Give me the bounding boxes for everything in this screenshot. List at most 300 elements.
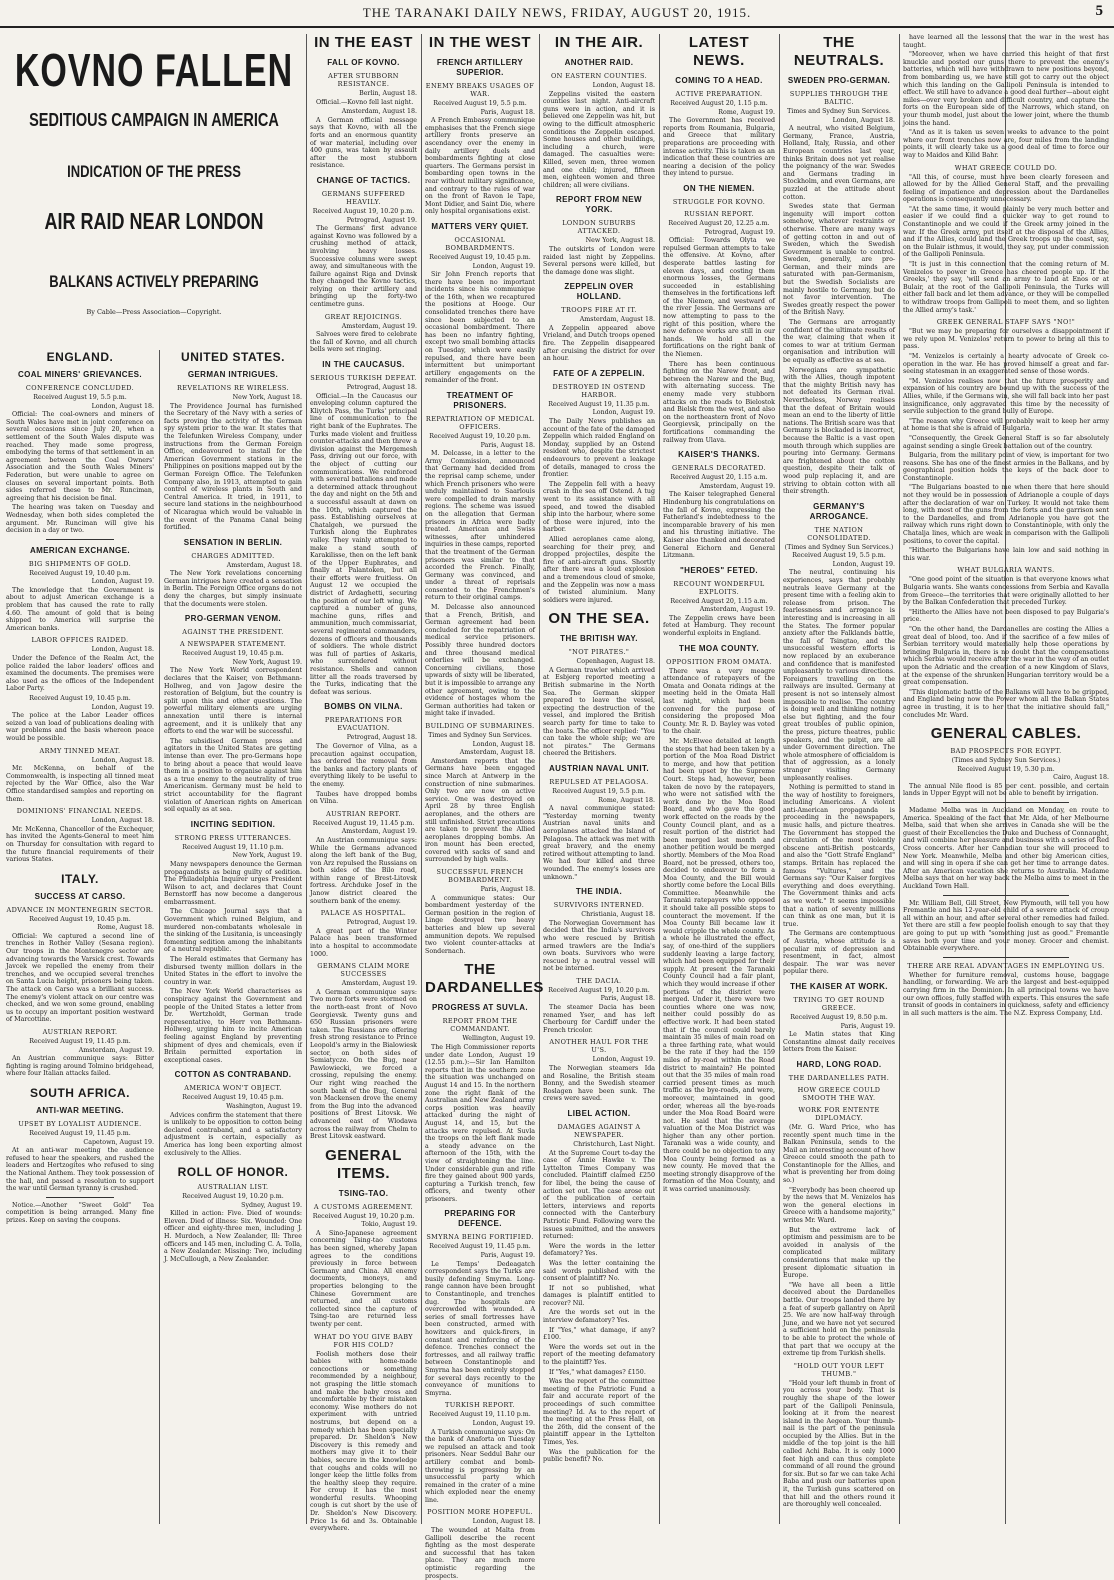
article-text: (Mr. G. Ward Price, who has recently spent much time in the Balkan Peninsula, sends to the Mail an interesting account of how Greece could smooth the path to Constantinople for the Allies, and what is preventing her from doing so.)	[783, 1123, 895, 1185]
article-text: "This diplomatic battle of the Balkans will have to be gripped, and England being now the Power whom all the Balkan States agree in trusting, it is to her that the initiative should fall," concludes Mr. Ward.	[903, 688, 1109, 719]
headline: FATE OF A ZEPPELIN.	[553, 368, 645, 378]
article-text: At the Supreme Court to-day the case of Annie Hawke v. The Lyttelton Times Company was concluded. Plaintiff claimed £250 for libel, the being the cause of action set out. The case arose out of the publication of certain letters, interviews and reports connected with the Canterbury Patriotic Fund. Following were the issues submitted, and the answers returned:	[543, 1149, 655, 1241]
article-text: Bulgaria, from the military point of view, is important for two reasons. She has one of the finest armies in the Balkans, and by geographical position holds the keys of the back door to Constantinople.	[903, 452, 1109, 482]
dateline: Paris, August 18.	[480, 108, 535, 116]
column-rule	[779, 34, 780, 1524]
article-text: Are the words set out in the interview defamatory? Yes.	[543, 1309, 655, 1325]
article-text: The Germans' first advance against Kovno was followed by a crushing method of attack, involving heavy losses. Successive columns were swept away, and simultaneous with the failure against Riga and Dvinsk they changed the Kovno tactics, relying on their artillery and bringing up the forty-two centimetre guns.	[310, 225, 417, 309]
article-text: "Hold your left thumb in front of you across your body. That is roughly the shape of the lower part of the Gallipoli Peninsula, looking at it from the nearest island in the Aegean. Your thumb-nail is the part of the peninsula occupied by the Allies. But in the middle of the top joint is the hill called Achi Baba. It is only 1000 feet high and can thus complete command of all round the ground for six. But so far we can take Achi Baba and push our batteries upon it, the Turkish guns scattered on that hill and the others round it are thoroughly well concealed.	[783, 1379, 895, 1509]
article-text: The Zeppelin fell with a heavy crash in the sea off Ostend. A tug went to its assistance with all speed, and towed the disabled ship into the harbour, where some of those were injured, into the harbor.	[543, 480, 655, 534]
article-text: Amsterdam reports that the Germans have been engaged since March at Antwerp in the construction of nine submarines. Only two are now on active service. One was destroyed on April 28 by three English aeroplanes, and the others are still unfinished. Strict precautions are taken to prevent the Allied aeroplanes dropping bombs. An iron mount has been erected, covered with sacks of sand and surrounded by high walls.	[425, 757, 535, 864]
subhead: ON EASTERN COUNTIES.	[550, 72, 648, 80]
notice-text: Notice.—Another "Sweet Gold" Tea competition is being arranged. Many fine prizes. Keep on saving the coupons.	[6, 1201, 154, 1224]
dateline: Amsterdam, August 19.	[78, 1046, 154, 1054]
article-text: Le Matin states that King Constantine almost daily receives letters from the Kaiser.	[783, 1031, 895, 1054]
article-text: Mr. McKenna, Chancellor of the Exchequer, has invited the Agents-General to meet him on Thursday for consultation with regard to the future financial requirements of their various States.	[6, 825, 154, 864]
dateline: Amsterdam, August 18.	[459, 749, 535, 757]
dateline: London, August 18.	[91, 817, 154, 825]
dateline: Paris, August 18.	[600, 995, 655, 1003]
headline: ANOTHER RAID.	[564, 58, 634, 67]
article-text: "The reason why Greece will probably wait to keep her army at home is that she is afraid of Bulgaria.	[903, 417, 1109, 433]
subhead: "HOLD OUT YOUR LEFT THUMB."	[793, 1361, 885, 1378]
headline: KAISER'S THANKS.	[678, 450, 760, 460]
article-text: The Kaiser telegraphed General Hindenburg his congratulations on the fall of Kovno, expressing the Fatherland's indebtedness to the incomparable bravery of his men and his thrusting initiative. The Kaiser also thanked and decorated General Eichorn and General Litzmann.	[663, 491, 775, 560]
article-text: The annual Nile flood is 85 per cent. possible, and certain lands in Upper Egypt will not be able to benefit by irrigation.	[903, 782, 1109, 798]
dateline: Times and Sydney Sun Services.	[428, 731, 532, 739]
subhead: LABOR OFFICES RAIDED.	[31, 636, 129, 645]
subhead: POSITION MORE HOPEFUL.	[427, 1508, 533, 1517]
main-headline: KOVNO FALLEN	[14, 45, 294, 97]
headline: SUCCESS AT CARSO.	[34, 891, 126, 901]
masthead-title: THE TARANAKI DAILY NEWS, FRIDAY, AUGUST 20, 1915.	[362, 5, 752, 20]
article-text: Mr. McElwee detailed at length the steps that had been taken by a portion of the Moa Road District to merge, and how that petition had been upset by the Supreme Court. Steps had, however, been taken de novo by the ratepayers, who were not satisfied with the work done by the Moa Road Board, and who gave the good work effected on the roads by the County Council plant, and as a result portion of the district had been merged last month and another petition would be merged shortly. Members of the Moa Road Board, not be pressed, others too, decided to endeavour to form a Moa County, and the Bill would shortly come before the Local Bills Committee. Meanwhile the Taranaki ratepayers who opposed it should take all possible steps to counteract the movement. If the Moa County Bill became law it would cripple the whole county. As a whole he illustrated the effect, say, of one-third of the suppliers suddenly leaving a large factory, which had been equipped for their supply. At present the Taranaki County Council had a fair plant, which they would increase if other portions of the district were merged. Under it, there were two counties where one was now, neither could possibly do as effective work. It had been stated that if the council could barely maintain 35 miles of main road on a three farthing rate, what would be the rate if they had the 159 miles of by-road within the Road district to maintain? He pointed out that the 35 miles of main road carried present times as much traffic as the bye-roads, and were, moreover, maintained in good order, whereas all the bye-roads under the Moa Road Board were not. He said that the average valuation of the Moa District was higher than any other portion. Taranaki was a wide county, and there could be no objection to any Moa County being formed as a new county. He moved that the meeting strongly disapprove of the formation of the Moa County, and it was carried unanimously.	[663, 738, 775, 1194]
divider	[943, 957, 1069, 958]
dateline: London, August 19.	[91, 703, 154, 711]
dateline: Washington, August 19.	[226, 1102, 302, 1110]
column-rule	[539, 34, 540, 1524]
article-text: An Austrian communique says: While the Germans advanced along the left bank of the Bug, von Arz repulsed the Russians on both sides of the Bilo road, within range of Brest-Litovsk fortress. Archduke Josef in the Janow district cleared the southern bank of the enemy.	[310, 836, 417, 905]
subhead: STRONG PRESS UTTERANCES.	[174, 833, 292, 842]
article-text: Official: We captured a second line of trenches in Rother Valley (Sesana region). Our troops in the Montenegro sector are advancing towards the Varsick crest. Towards Javcek we repelled the enemy from their trenches, and we occupied several trenches on Santa Lucia height, prisoners being taken. The attack on Carso was a brilliant success. The enemy's violent attack on our centre was checked, and we won some ground, enabling us to occupy an important position westward of Marcottine.	[6, 932, 154, 1024]
column-in-the-west	[425, 34, 544, 1580]
dateline: Received August 20, 1.15 a.m.	[670, 597, 768, 605]
article-text: "Moreover, when we have carried this height of that first knuckle and posted our guns there to prevent the enemy's batteries, which will have withdrawn to new positions beyond, from bombarding us, we have still got to carry out the object which this landing on the Gallipoli Peninsula is intended to effect. We still have to advance a good deal further—about eight miles—over very broken and difficult country, and capture the forts on the European side of the Narrows, which stand, on your thumb model, just about the lower joint, where the thumb joins the hand.	[903, 51, 1109, 127]
column-rule	[421, 34, 422, 1524]
headline: CHANGE OF TACTICS.	[316, 175, 411, 185]
subhead: THE DARDANELLES PATH.	[788, 1073, 890, 1082]
article-text: The Government has received reports from Roumania, Bulgaria, and Greece that military preparations are proceeding with intense activity. This is taken as an indication that these countries are nearing a decision of the policy they intend to pursue.	[663, 117, 775, 178]
article-text: The Governor of Vilna, as a precaution against occupation, has ordered the removal from the banks and factory plants of everything likely to be useful to the enemy.	[310, 742, 417, 788]
banner-subhead-air-raid: AIR RAID NEAR LONDON	[44, 208, 264, 234]
headline: INCITING SEDITION.	[190, 819, 276, 829]
front-banner	[6, 44, 302, 316]
article-text: The hearing was taken on Tuesday and Wednesday, when both sides completed the argument. Mr. Runciman will give his decision in a day or two.	[6, 504, 154, 535]
article-text: A neutral, who visited Belgium, Germany, France, Austria, Holland, Italy, Russia, and other European countries last year, thinks Britain does not yet realise the poignancy of the war. Swedes and Germans trading in Stockholm, and even Germans, are puzzled at the attitude about cotton.	[783, 125, 895, 201]
subhead: GREEK GENERAL STAFF SAYS "NO!"	[936, 318, 1076, 327]
subhead: A NEWSPAPER STATEMENT.	[179, 640, 287, 649]
divider	[943, 802, 1069, 803]
article-text: Was the letter containing the said words published with the consent of plaintiff? No.	[543, 1259, 655, 1283]
dateline: Amsterdam, August 18.	[226, 561, 302, 569]
subhead: CHARGES ADMITTED.	[191, 551, 275, 560]
dateline: Tokio, August 19.	[361, 1221, 417, 1229]
dateline: Received August 19, 10.40 p.m.	[29, 569, 131, 577]
dateline: Amsterdam, August 18.	[579, 316, 655, 324]
dateline: Petrograd, August 19.	[704, 228, 775, 236]
article-text: A German trawler which arrived at Esbjerg reported meeting a British submarine in the North Sea. The German skipper prepared to leave the vessel, expecting the destruction of the vessel, and implored the British search party for time to take to the boats. The officer replied: "You can take the whole ship; we are not pirates." The Germans cheered the Britishers.	[543, 666, 655, 758]
dateline: New York, August 18.	[585, 237, 655, 245]
article-text: A Sino-Japanese agreement concerning Tsing-tao customs has been signed, whereby Japan agrees to the conditions previously in force between Germany and China. All enemy documents, moneys, and properties belonging to the Chinese Government are returned, and all customs collected since the capture of Tsing-tao are returned less twenty per cent.	[310, 1229, 417, 1328]
subhead: WORK FOR ENTENTE DIPLOMACY.	[798, 1105, 880, 1122]
subhead: ADVANCE IN MONTENEGRIN SECTOR.	[6, 905, 154, 914]
dateline: (Times and Sydney Sun Services.)	[784, 543, 894, 551]
headline: AMERICAN EXCHANGE.	[29, 545, 131, 555]
subhead: ACTIVE PREPARATION.	[675, 90, 763, 98]
column-in-the-east	[310, 34, 417, 1533]
article-text: Norwegians are sympathetic with the Allies, though impotent that the mighty British navy has not defeated its German rival. Nevertheless, Norway realises that the defeat of Britain would mean an end to the liberty of little nations. The British scare was that Germany is blockaded is incorrect, because the Baltic is a vast open mouth through which supplies are pouring into Germany. Germans are frightened about the cotton question, despite their talk of wood pulp replacing it, and are striving to obtain cotton with all their strength.	[783, 366, 895, 496]
headline: LIBEL ACTION.	[567, 1109, 631, 1118]
article-text: There has been continuous fighting on the Narew front, and between the Narew and the Bug, with alternating success. The enemy made very stubborn attacks on the roads to Bielostok and Bielsk from the west, and also on the northeastern front of Novo Georgievsk, principally on the fortifications commanding the railway from Ulava.	[663, 360, 775, 444]
article-text: The Norwegian Government has decided that the India's survivors who were rescued by British armed trawlers are the India's own boats. Survivors who were rescued by a neutral vessel will not be interned.	[543, 919, 655, 973]
column-rule	[159, 350, 160, 1524]
subhead: PALACE AS HOSPITAL.	[320, 909, 407, 918]
subhead: OCCASIONAL BOMBARDMENTS.	[445, 235, 515, 252]
article-text: If not so published, what damages is plaintiff entitled to recover? Nil.	[543, 1284, 655, 1307]
dateline: Amsterdam, August 19.	[341, 828, 417, 836]
subhead: REVELATIONS RE WIRELESS.	[176, 384, 290, 392]
dateline: Paris, August 18.	[480, 886, 535, 894]
divider	[943, 895, 1069, 896]
subhead: RUSSIAN REPORT.	[684, 209, 754, 218]
article-text: A German official message says that Kovno, with all the forts and an enormous quantity of war material, including over 400 guns, was taken by assault after the most stubborn resistance.	[310, 116, 417, 170]
column-england	[6, 350, 154, 1520]
dateline: Amsterdam, August 19.	[341, 980, 417, 988]
subhead: "NOT PIRATES."	[568, 648, 630, 657]
dateline: Amsterdam, August 19.	[699, 606, 775, 614]
headline: TREATMENT OF PRISONERS.	[446, 391, 514, 410]
dateline: London, August 19.	[91, 578, 154, 586]
article-text: "We have all been a little deceived about the Dardanelles battle. Our troops landed there by a feat of superb gallantry on April 25. We are now half-way through June, and we have not yet secured a sufficient hold on the peninsula to be able to protect the whole of that part that we occupy at the extreme tip from Turkish shells.	[783, 1281, 895, 1358]
subhead: ANOTHER HAUL FOR THE U'S.	[549, 1038, 649, 1055]
subhead: SERIOUS TURKISH DEFEAT.	[310, 374, 417, 383]
article-text: The Germans are arrogantly confident of the ultimate results of the war, claiming that when it comes to war at tritium German organisation and intribution will be equally as effective as at sea.	[783, 319, 895, 364]
article-text: A French Embassy communique emphasises that the French siege artillery fronts preserve an ascendancy over the enemy in daily artillery duels and bombardments fighting at close quarters. The Germans persist in bombarding open towns in the rear without military significance, and contrary to the rules of war on the front of Ravon le Tape, Mont Didier, and Saint Die, where only hospital organisations exist.	[425, 117, 535, 216]
subhead: A CUSTOMS AGREEMENT.	[313, 1202, 414, 1211]
dateline: London, August 19.	[592, 409, 655, 417]
article-text: Killed in action: Five. Died of wounds: Eleven. Died of illness: Six. Wounded: One officer and eighty-three men, including J. H. Murdoch, a New Zealander, Ill: Three officers and 145 men, including C. A. Tolla, a New Zealander. Missing: Two, including J. McCullough, a New Zealander.	[164, 1210, 302, 1263]
dateline: London, August 18.	[472, 1518, 535, 1526]
article-text: Was the publication for the public benefit? No.	[543, 1448, 655, 1464]
advert-text: Mr. William Bell, Gill Street, New Plymouth, will tell you how Fremantle and his 12-year-old child of a severe attack of croup all within an hour, and after several other remedies had failed. Yet there are still a few people foolish enough to say that they are going to put up with "something just as good." Fremantle saves both your time and your money. Grocer and chemist. Obtainable everywhere.	[903, 899, 1109, 953]
dateline: Berlin, August 18.	[359, 90, 417, 97]
divider	[46, 539, 114, 540]
article-text: The outskirts of London were raided last night by Zeppelins. Several persons were killed, but the damage done was slight.	[543, 245, 655, 276]
advert-text: Foolish mothers dose their babies with home-made concoctions or something recommended by a neighbour, not grasping the little stomach and make the baby cross and uncomfortable by their mistaken economy. Wise mothers do not experiment with untried nostrums, but depend on a remedy which has been specially prepared. Dr. Sheldon's New Discovery is this remedy and mothers may give it to their babies, secure in the knowledge that coughs and colds will no longer keep the little folks from the healthy sleep they require. For croup it has the most wonderful results. Whooping cough is cut short by the use of Dr. Sheldon's New Discovery. Price 1s 6d and 3s. Obtainable everywhere.	[310, 1350, 417, 1533]
section-general-cables: GENERAL CABLES.	[930, 725, 1082, 743]
section-in-the-air: IN THE AIR.	[554, 34, 644, 51]
dateline: Received August 19, 5.5 p.m.	[33, 394, 127, 401]
dateline: New York, August 18.	[232, 394, 302, 401]
subhead: CONFERENCE CONCLUDED.	[25, 384, 135, 392]
dateline: Received August 19, 11.45 p.m.	[312, 819, 415, 827]
dateline: Received August 19, 5.5 p.m.	[433, 100, 527, 107]
section-italy: ITALY.	[61, 871, 99, 886]
subhead: LONDON SUBURBS ATTACKED.	[562, 219, 636, 236]
dateline: London, August 18.	[91, 646, 154, 654]
dateline: Rome, August 19.	[718, 108, 775, 116]
headline: "HEROES" FETED.	[679, 565, 759, 575]
article-text: The subsidised German press and agitators in the United States are getting intense than ever. The pro-Germans hope to bring about a peace that would leave them in a position to organise against him as a true enemy to the neutrality of true Americanism. Germany must be held to strict accountability for the flagrant violation of American rights on American soil equally as at sea.	[164, 737, 302, 814]
dateline: Rome, August 18.	[598, 796, 655, 804]
headline: FRENCH ARTILLERY SUPERIOR.	[436, 58, 524, 77]
subhead: STRUGGLE FOR KOVNO.	[672, 197, 766, 206]
subhead: TURKISH REPORT.	[445, 1401, 515, 1410]
section-neutrals: THE NEUTRALS.	[793, 34, 885, 69]
article-text: Were the words set out in the report of the meeting defamatory to the plaintiff? Yes.	[543, 1343, 655, 1367]
article-text: A German communique says: Two more forts were stormed on the north-east front of Novo Georgievsk. Twenty guns and 650 Russian prisoners were taken. The Russians are offering fresh strong resistance to Prince Leopold's army in the Bialowiesk sector, on both sides of Semiatycze. On the Bug, near Pawlowiecki, we forced a crossing, repulsing the enemy. Our right wing reached the south bank of the Bug, General von Mackensen drove the enemy from the Bug into the advanced positions of Brest Litovsk. We advanced east of Wlodawa across the railway from Chelm to Brest Litovsk eastward.	[310, 988, 417, 1141]
article-text: At an anti-war meeting the audience refused to hear the speakers, and rushed the leaders and Hertzogites who refused to sing the National Anthem. They took possession of the hall, and passed a resolution to support the war until German tyranny is crushed.	[6, 1147, 154, 1193]
subhead: WHAT DO YOU GIVE BABY FOR HIS COLD?	[314, 1332, 413, 1349]
dateline: Received August 19, 11.45 p.m.	[29, 1038, 131, 1045]
headline: AUSTRIAN NAVAL UNIT.	[549, 764, 649, 773]
section-on-the-sea: ON THE SEA.	[548, 610, 650, 628]
article-text: The Germans are contemptuous of Austria, whose attitude is a peculiar mix of depression and resentment, in fact, almost despair. The war was never popular there.	[783, 930, 895, 976]
dateline: Received August 19, 5.30 p.m.	[957, 765, 1055, 773]
banner-subhead-press: INDICATION OF THE PRESS	[67, 162, 241, 181]
subhead: SURVIVORS INTERNED.	[553, 901, 645, 910]
subhead: TROOPS FIRE AT IT.	[561, 306, 637, 315]
article-text: "Everybody has been cheered up by the news that M. Venizelos has won the general elections in Greece with a handsome majority," writes Mr. Ward.	[783, 1186, 895, 1225]
headline: COTTON AS CONTRABAND.	[174, 1070, 292, 1080]
article-text: "On the other hand, the Dardanelles are costing the Allies a great deal of blood, too. And if the sacrifice of a few miles of Serbian territory would materially help those operations by bringing Bulgaria in, there is no doubt that the compensations which Serbia would receive after the war in the way of an outlet upon the Adriatic and the creation of a new Kingdom of Slavs, at the expense of the shrunken Hungarian territory would be a great compensation.	[903, 625, 1109, 687]
dateline: Paris, August 19.	[480, 1252, 535, 1260]
dateline: Received August 19, 10.20 p.m.	[429, 433, 531, 440]
dateline: New York, August 19.	[232, 658, 302, 666]
article-text: But the extreme lack of optimism and pessimism are to be avoided in analysis of the complicated military considerations that make up the present diplomatic situation in Europe.	[783, 1226, 895, 1280]
dateline: Received August 19, 11.45 p.m.	[29, 1129, 131, 1137]
dateline: Received August 19, 10.45 p.m.	[29, 915, 131, 923]
headline: THE INDIA.	[575, 887, 623, 897]
article-text: "All this, of course, must have been clearly foreseen and allowed for by the Allied General Staff, and the prevailing feeling of impatience and depression about the Dardanelles operations is consequently unnecessary.	[903, 173, 1109, 204]
article-text: A Turkish communique says: On the bank of Anaforta on Tuesday we repulsed an attack and took prisoners. Near Seddul Bahr our artillery combat and bomb-throwing is progressing by an unsuccessful party which remained in the crater of a mine which exploded near the enemy line.	[425, 1428, 535, 1504]
dateline: Received August 20, 1.15 a.m.	[670, 474, 768, 482]
subhead: HOW GREECE COULD SMOOTH THE WAY.	[797, 1085, 881, 1102]
subhead: THE NATION CONSOLIDATED.	[807, 525, 871, 542]
column-rule	[899, 34, 900, 1524]
article-text: M. Delcasse, in a letter to the Army Commission, announced that Germany had decided from the reprisal camp scheme, under which French prisoners who were unduly maintained to Saarlouis were compelled to drain marshy regions. The scheme was issued on the allegation that German prisoners in Africa were badly treated. American and Swiss witnesses, after unhindered inquiries in these camps, reported that the treatment of the German prisoners was similar to that accorded the French. Finally, Germany was convinced, and under a threat of reprisals consented to the Frenchmen's return to their original camps.	[425, 450, 535, 602]
dateline: Petrograd, August 19.	[346, 216, 417, 224]
headline: THE MOA COUNTY.	[679, 643, 759, 653]
dateline: (Times and Sydney Sun Services.)	[951, 757, 1061, 765]
headline: PREPARING FOR DEFENCE.	[444, 1209, 516, 1229]
article-text: The Daily News publishes an account of the fate of the damaged Zeppelin which raided England on Monday, supplied by an Ostend resident who, despite the strictest endeavours to prevent a leakage of details, managed to cross the frontier.	[543, 418, 655, 479]
article-text: The Zeppelin crews have been feted at Hamburg. They recount wonderful exploits in England.	[663, 614, 775, 638]
subhead: GENERALS DECORATED.	[671, 464, 766, 473]
banner-subhead-sedition: SEDITIOUS CAMPAIGN IN AMERICA	[29, 111, 279, 131]
dateline: Received August 20, 1.15 p.m.	[670, 100, 768, 107]
article-text: Nothing is permitted to stand in the way of hostility to foreigners, including Americans. A violent anti-American propaganda is proceeding in the newspapers, music halls, and picture theatres. The Government has stopped the circulation of the most violently obscene anti-British postcards, and also the "Gott Strafe England" stamps. Britain has replaced the famous "Vultures," and the Germans say: "Our Kaiser forgives everything and does everything. The Government thinks and acts as we work." It seems impossible that a nation of seventy millions can think as one man, but it is true.	[783, 784, 895, 928]
article-text: Official.—In the Caucasus our enveloping column captured the Kliytch Pass, the Turks' principal line of communication to the right bank of the Euphrates. The Turks made violent and fruitless counter-attacks and then threw a division against the Mergemesh Pass, driving out our force, with the object of cutting our communications. We reinforced with several battalions and made a determined attack throughout the day and night on the 5th and a successful assault at dawn on the 10th, which captured the pass. Establishing ourselves at Chatalgeh, we pursued the Turkish along the Euphrates valley. They vainly attempted to make a stand south of Karakilisse, then on the left bank of the Upper Euphrates, and finally at Palantoken, but all their efforts were fruitless. On August 12 we occupied the district of Ardaghetti, securing the position of our left wing. We captured a number of guns, machine guns, rifles and ammunition, much commissariat, several regimental commanders, dozens of officers and thousands of soldiers. The whole district was full of parties of Askaris, who surrendered without resistance. Shells and cannon litter all the roads traversed by the Turks, indicating that the defeat was serious.	[310, 392, 417, 696]
article-text: Salvoes were fired to celebrate the fall of Kovno, and all church bells were set ringing.	[310, 331, 417, 354]
dateline: Paris, August 18.	[480, 441, 535, 449]
headline: PRO-GERMAN VENOM.	[184, 614, 282, 624]
subhead: TRYING TO GET ROUND GREECE.	[793, 995, 885, 1012]
subhead: ENEMY BREAKS USAGES OF WAR.	[425, 82, 535, 98]
subhead: ARMY TINNED MEAT.	[39, 746, 121, 755]
dateline: Christiania, August 18.	[581, 911, 655, 919]
dateline: Received August 19, 5.5 p.m.	[552, 788, 646, 795]
article-text: Official: Towards Olyta we repulsed German attempts to take the offensive. At Kovno, after desperate battles lasting for eleven days, and costing them enormous losses, the Germans succeeded in establishing themselves in the fortifications left of the Niemen, and westward of the river Jessia. The Germans are now attempting to pass to the right of this position, where the new defence works are still in our hands. We hold all the fortifications on the right bank of the Niemen.	[663, 237, 775, 359]
article-text: "But we may be preparing for ourselves a disappointment if we rely upon M. Venizelos' return to power to bring all this to pass.	[903, 328, 1109, 351]
article-text: "M. Venizelos realises now that the future prosperity and expansion of his country are bound up with the success of the Allies, while, if the Germans win, she will fall back into her past insignificance, only aggravated this time by the necessity of servile subjection to the grand bully of Europe.	[903, 377, 1109, 416]
article-text: The steamer Dacia has been renamed Yser, and has left Cherbourg for Cardiff under the French tricolor.	[543, 1004, 655, 1034]
dateline: Copenhagen, August 18.	[576, 658, 655, 666]
headline: SWEDEN PRO-GERMAN.	[787, 76, 891, 85]
article-text: Official: The coal-owners and miners of South Wales have met in joint conference on several occasions since July 20, when a settlement of the South Wales dispute was reached. They made some progress, embodying the terms of that settlement in an agreement between the Coal Owners' Association and the South Wales Miners' Federation, but were unable to agree on clauses on several important points. Both sides referred these to Mr. Runciman, agreeing that his decision be final.	[6, 411, 154, 502]
banner-subhead-balkans: BALKANS ACTIVELY PREPARING	[49, 272, 259, 291]
section-in-the-east: IN THE EAST	[314, 34, 413, 51]
article-text: have learned all the lessons that the war in the west has taught.	[903, 34, 1109, 49]
article-text: A Zeppelin appeared above Vrieland, and Dutch troops opened fire. The Zeppelin disappeared after cruising the district for over an hour.	[543, 324, 655, 363]
dateline: Received August 20, 12.25 a.m.	[668, 219, 770, 227]
subhead: REPATRIATION OF MEDICAL OFFICERS.	[425, 415, 535, 431]
subhead: REPORT FROM THE COMMANDANT.	[442, 1017, 518, 1034]
headline: HARD, LONG ROAD.	[796, 1059, 882, 1069]
subhead: WHAT GREECE COULD DO.	[954, 163, 1058, 172]
dateline: Received August 19, 10.45 p.m.	[182, 650, 284, 658]
article-text: The wounded at Malta from Gallipoli describe the recent fighting as the most desperate and successful that has taken place. They are much more optimistic regarding the prospects.	[425, 1527, 535, 1580]
article-text: The High Commissioner reports under date London, August 19 (12.55 p.m.):—Sir Ian Hamilton reports that in the southern zone the situation was unchanged on August 14 and 15. In the northern zone the right flank of the Australian and New Zealand army corps position was heavily attacked during the night of August 14, and 15, but the attacks were repulsed. At Suvla the troops on the left flank made a steady advance on the afternoon of the 15th, with the view of straightening the line. Under considerable gun and rifle fire they gained about 900 yards, capturing a Turkish trench, few officers, and twenty other prisoners.	[425, 1044, 535, 1203]
article-text: The New York World characterises as conspiracy against the Government and people of the United States a letter from Dr. Wertzholdt, German trade representative, to Herr von Bethmann-Hollweg, urging him to incite American feeling against England by preventing shipment of dyes and chemicals, even if Britain permitted exportation in exceptional cases.	[164, 988, 302, 1064]
article-text: Under the Defence of the Realm Act, the police raided the labor leaders' offices and examined the documents. The premises were also used as the offices of the Independent Labor Party.	[6, 655, 154, 693]
dateline: Capetown, August 19.	[83, 1138, 154, 1146]
article-text: The New York World correspondent declares that the Kaiser, von Bethmann-Hollweg, and von Jagow desire the restoration of Belgium, but the country is split upon this and other questions. The powerful military elements are urging annexation until there is internal agreement, and it is unlikely that any efforts to end the war will be successful.	[164, 667, 302, 736]
section-south-africa: SOUTH AFRICA.	[29, 1085, 131, 1100]
article-text: The police at the Labor Leader offices seized a van load of publications dealing with war problems and the basis whereon peace would be possible.	[6, 712, 154, 742]
article-text: If "Yes," what damages? £150.	[549, 1368, 646, 1376]
dateline: London, August 19.	[472, 1419, 535, 1427]
section-in-the-west: IN THE WEST	[428, 34, 532, 51]
headline: ANTI-WAR MEETING.	[36, 1105, 124, 1115]
dateline: London, August 18.	[91, 402, 154, 410]
column-in-the-air	[543, 34, 655, 1524]
headline: TSING-TAO.	[338, 1188, 389, 1198]
article-text: Swedes state that German ingenuity will import cotton somehow, whatever restraints or otherwise. There are many ways of getting cotton in and out of Sweden, which the Swedish Government is unable to control. Sweden, generally, are pro-German, and their minds are saturated with pan-Germanism, but the Swedish Socialists are mainly hostile to Germany, but do not favor intervention. The Swedes greatly respect the power of the British Navy.	[783, 203, 895, 317]
dateline: Amsterdam, August 19.	[699, 482, 775, 490]
article-text: Many newspapers denounce the German propagandists as being guilty of sedition. The Philadelphia Inquirer urges President Wilson to act, and declares that Count Bernstorff has now become a dangerous embarrassment.	[164, 860, 302, 906]
subhead: AMERICA WON'T OBJECT.	[184, 1084, 282, 1093]
article-text: Sir John French reports that there have been no important incidents since his communique of the 16th, when we recaptured the positions at Hooge. Our consolidated trenches there have since been subjected to an occasional bombardment. There has been no infantry fighting, except two small bombing attacks on Tuesday, which were easily repulsed, and there have been intermittent but unimportant artillery engagements on the remainder of the front.	[425, 271, 535, 385]
article-text: The Chicago Journal says that a Government which ruined Belgium, and murdered non-combatants wholesale in the sinking of the Lusitania, is unceasingly fomenting sedition among the inhabitants of a neutral republic.	[164, 908, 302, 954]
column-neutrals	[783, 34, 895, 1524]
dateline: London, August 19.	[832, 560, 895, 568]
article-text: There was a very meagre attendance of ratepayers of the Omata and Oonata ridings at the meeting held in the Omata Hall last night, which had been convened for the purpose of considering the proposed Moa County. Mr. R. D. Bayley was voted to the chair.	[663, 667, 775, 736]
article-text: If "Yes," what damage, if any? £100.	[543, 1326, 655, 1342]
article-text: "At the same time, it would plainly be very much better and easier if we could find a quicker way to get round to Constantinople and we could if the Greek army joined in the war. If the Greek army, put itself at the disposal of the Allies, and if the Allies, could land the Greek troops up the coast, say, on the Bulair isthmus, it would, they say, put under commission of the Gallipoli Peninsula.	[903, 205, 1109, 259]
subhead: OPPOSITION FROM OMATA.	[666, 657, 772, 666]
subhead: SMYRNA BEING FORTIFIED.	[426, 1233, 534, 1242]
article-text: A naval communique stated: "Yesterday morning twenty Austrian naval units and aeroplanes attacked the Island of Pelagosa. The attack was met with great bravery, and the enemy retired without attempting to land. We had four killed and three wounded. The enemy's losses are unknown."	[543, 805, 655, 881]
article-text: A communique states: Our bombardment yesterday of the German position in the region of Linge destroyed two heavy batteries and blew up several ammunition depots. We repulsed two violent counter-attacks at Sondernach.	[425, 894, 535, 955]
headline: THE BRITISH WAY.	[560, 634, 638, 644]
article-text: Allied aeroplanes came along, searching for their prey, and dropped projectiles, despite the fire of anti-aircraft guns. Shortly after there was a loud explosion and a tremendous cloud of smoke, and the Zeppelin was now a mass of twisted aluminium. Many soldiers were injured.	[543, 535, 655, 604]
subhead: AUSTRIAN REPORT.	[326, 809, 401, 818]
subhead: BIG SHIPMENTS OF GOLD.	[28, 559, 132, 568]
article-text: The knowledge that the Government is about to adjust American exchange is a problem that has caused the rate to rally 4.60. The amount of gold that is being shipped to America will surprise the American banks.	[6, 586, 154, 632]
dateline: Received August 19, 10.20 p.m.	[182, 1193, 284, 1201]
advert-text: Whether for furniture removal, customs house, baggage handling, or forwarding. We are the largest and best-equipped carrying firm in the Dominion. In all principal towns we have our own offices, fully staffed with experts. This ensures the safe transit of goods in containers in quickness, safety and efficiency in all such matters is the aim. The N.Z. Express Company, Ltd.	[903, 971, 1109, 1017]
column-general-cables	[903, 34, 1109, 1524]
section-roll-of-honor: ROLL OF HONOR.	[177, 1165, 289, 1180]
dateline: London, August 18.	[91, 756, 154, 764]
dateline: Received August 19, 10.45 p.m.	[29, 695, 131, 702]
headline: FALL OF KOVNO.	[327, 58, 400, 67]
article-text: "M. Venizelos is certainly a hearty advocate of Greek co-operation in the war. He has proved himself a great and far-seeing statesman in an exaggerated sense of those words.	[903, 352, 1109, 376]
headline: THE KAISER AT WORK.	[790, 981, 888, 991]
article-text: Were the words in the letter defamatory? Yes.	[543, 1242, 655, 1258]
dateline: Times and Sydney Sun Services.	[787, 108, 891, 115]
dateline: Amsterdam, August 19.	[341, 322, 417, 330]
article-text: Taubes have dropped bombs on Vilna.	[310, 790, 417, 806]
dateline: New York, August 19.	[232, 852, 302, 860]
article-text: Zeppelins visited the eastern counties last night. Anti-aircraft guns were in action, and it is believed one Zeppelin was hit, but owing to the difficult atmospheric conditions the Zeppelin escaped. Some houses and other buildings, including a church, were damaged. The casualties were: Killed, seven men, three women and one child; injured, fifteen men, eighteen women and three children; all were civilians.	[543, 90, 655, 189]
dateline: Received August 19, 8.50 p.m.	[790, 1013, 888, 1021]
article-text: The Providence Journal has furnished the Secretary of the Navy with a series of facts proving the activity of the German spy system prior to the war. It states that the Telefunken Wireless Company, under instructions from the German Foreign Office, endeavoured to install for the American Government stations in the Philippines on positions mapped out by the German Foreign Office. The Telefunken Company also, in 1913, attempted to gain control of wireless plants in South and Central America. It tried, in 1911, to secure land stations in the neighbourhood of Nicaragua which would be valuable in the event of the Panama Canal being fortified.	[164, 402, 302, 532]
subhead: REPULSED AT PELAGOSA.	[549, 778, 649, 786]
divider	[46, 1197, 114, 1198]
article-text: "It is just in this connection that the coming return of M. Venizelos to power in Greece has cheered people up. If the Greeks,' they say, 'will send an army to land at Enos or at Bulair, at the root of the Gallipoli Peninsula, the Turks will either fall back and let them advance, or they will be compelled to withdraw troops from Gallipoli to meet them, and so lighten the Allied army's task.'	[903, 261, 1109, 314]
column-latest-news	[663, 34, 775, 1524]
dateline: Paris, August 19.	[840, 1022, 895, 1030]
headline: ON THE NIEMEN.	[683, 183, 755, 193]
byline: By Cable—Press Association—Copyright.	[86, 308, 222, 316]
article-text: The Herald estimates that Germany has disbursed twenty million dollars in the United States in the effort to involve the country in war.	[164, 956, 302, 986]
dateline: Received August 19, 11.10 p.m.	[429, 1411, 531, 1419]
dateline: Received August 19, 10.20 p.m.	[548, 986, 650, 994]
subhead: SUPPLIES THROUGH THE BALTIC.	[789, 90, 889, 106]
headline: IN THE CAUCASUS.	[322, 360, 405, 370]
article-text: Mr. McKenna, on behalf of the Commonwealth, is inspecting all tinned meat rejected by the War Office, also the War Office standardised samples and reporting on them.	[6, 765, 154, 803]
dateline: Wellington, August 19.	[462, 1035, 535, 1043]
subhead: BAD PROSPECTS FOR EGYPT.	[950, 747, 1062, 756]
column-rule	[659, 34, 660, 1524]
headline: PROGRESS AT SUVLA.	[431, 1003, 529, 1013]
dateline: Received August 19, 10.45 p.m.	[429, 253, 531, 261]
article-text: A great part of the Winter Palace has been transformed into a hospital to accommodate 1000.	[310, 927, 417, 958]
masthead	[0, 0, 1114, 28]
article-text: Official.—Kovno fell last night.	[316, 98, 414, 106]
dateline: Received August 19, 10.20 p.m.	[312, 207, 415, 215]
headline: GERMANY'S ARROGANCE.	[809, 501, 869, 521]
article-text: "Consequently, the Greek General Staff is so far absolutely against sending a single Greek battalion out of the country.	[903, 434, 1109, 450]
dateline: Petrograd, August 19.	[346, 919, 417, 927]
section-england: ENGLAND.	[46, 350, 114, 364]
dateline: Received August 19, 5.5 p.m.	[792, 552, 886, 560]
subhead: GREAT REJOICINGS.	[324, 312, 403, 321]
section-general-items: GENERAL ITEMS.	[325, 1146, 402, 1182]
subhead: AGAINST THE PRESIDENT.	[182, 628, 284, 637]
subhead: GERMANS SUFFERED HEAVILY.	[321, 189, 406, 206]
headline: BOMBS ON VILNA.	[324, 702, 403, 712]
subhead: GERMANS CLAIM MORE SUCCESSES	[317, 962, 410, 979]
dateline: London, August 19.	[592, 1056, 655, 1064]
article-text: The Norwegian steamers Ida and Rosaline, the British steam Bonny, and the Swedish steamer Roslagen have been sunk. The crews were saved.	[543, 1065, 655, 1103]
article-text: "Hitherto the Allies have not been disposed to pay Bulgaria's price.	[903, 608, 1109, 624]
dateline: Rome, August 18.	[97, 924, 154, 932]
dateline: Received August 19, 11.10 p.m.	[182, 843, 284, 851]
article-text: "One good point of the situation is that everyone knows what Bulgaria wants. She wants concessions from Serbia and Kavalla from Greece—the territories that were originally allotted to her by the Balkan Confederation that preceded Turkey.	[903, 576, 1109, 607]
dateline: London, August 18.	[472, 740, 535, 748]
subhead: AFTER STUBBORN RESISTANCE.	[328, 72, 399, 88]
article-text: Madame Melba was in Auckland on Monday, en route to America. Speaking of the fact that Mr. Alda, of her Melbourne Melba, said that when she arrives in Canada she will be the guest of their Excellencies the Duke and Duchess of Connaught, and will combine her pleasure and business with a series of Red Cross concerts. After her Canadian tour she will proceed to New York. Meanwhile, Melba and other big American cities, and will sing in opera if she can get her time to arrange dates. After an American vacation she returns to Australia. Madame Melba says that on her way back the Melba aims to meet in the Auckland Town Hall.	[903, 807, 1109, 890]
dateline: London, August 19.	[472, 262, 535, 270]
article-text: Was the report of the committee meeting of the Patriotic Fund a fair and accurate report of the proceedings of such committee meeting? Id. As to the report of the meeting at the Press Hall, on the 26th, did the consent of the plaintiff appear in the Lyttelton Times, Yes.	[543, 1378, 655, 1446]
headline: REPORT FROM NEW YORK.	[556, 195, 642, 215]
article-text: Advices confirm the statement that there is unlikely to be opposition to cotton being declared contraband, and a satisfactory adjustment is certain, especially as America has long been exporting almost exclusively to the Allies.	[164, 1111, 302, 1157]
article-text: "Hitherto the Bulgarians have lain low and said nothing in this war.	[903, 547, 1109, 562]
section-united-states: UNITED STATES.	[181, 350, 285, 364]
dateline: Cairo, August 18.	[1053, 774, 1109, 782]
subhead: WHAT BULGARIA WANTS.	[957, 566, 1055, 575]
article-text: The New York revelations concerning German intrigues have created a sensation in Berlin. The Foreign Office organs do not deny the charges, but simply insinuate that the documents were stolen.	[164, 570, 302, 608]
headline: GERMAN INTRIGUES.	[187, 370, 279, 379]
headline: COMING TO A HEAD.	[675, 76, 763, 85]
page-number: 5	[1095, 3, 1104, 19]
article-text: An Austrian communique says: Bitter fighting is raging around Tolmino bridgehead, where four Italian attacks failed.	[6, 1055, 154, 1078]
dateline: London, August 18.	[832, 116, 895, 124]
column-rule	[306, 34, 307, 1524]
article-text: The neutral, continuing his experiences, says that probably neutrals leave Germany at the present time with a feeling akin to release from prison. The fearlessness and arrogance is interesting and is increasing in all the States. The former popular anxiety after the Falklands battle, the fall of Tsingtao, and the unsuccessful western efforts is now replaced by an exuberance and confidence that is manifested unpleasantly to various directions. Foreigners travelling on the railways are insulted. Germany at present is not so intensely almost impossible to realise. The country is doing well and thinking nothing else but fighting, and the four great troubles of public opinion, the press, picture theatres, public speakers, and the pulpit, are all under Government direction. The whole atmosphere of officialdom is that of aggression, as a lonely stranger visiting Germany unpleasantly realises.	[783, 569, 895, 782]
